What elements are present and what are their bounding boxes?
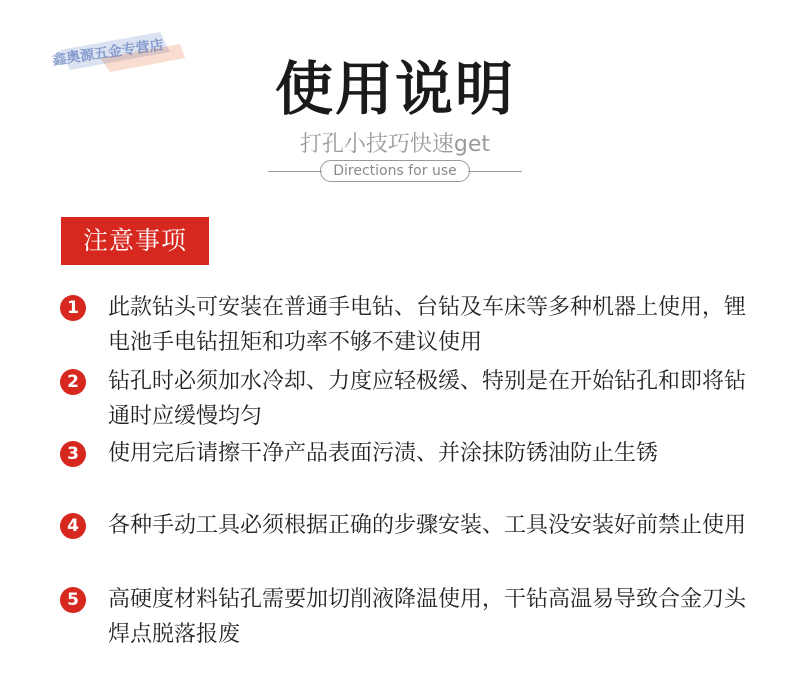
notice-heading: 注意事项 [61,217,209,265]
item-text: 各种手动工具必须根据正确的步骤安装、工具没安装好前禁止使用 [108,513,747,538]
page-title: 使用说明 [274,55,515,123]
item-number-badge: 4 [60,513,86,539]
page-subtitle: 打孔小技巧快速get [299,132,491,157]
item-text: 高硬度材料钻孔需要加切削液降温使用，干钻高温易导致合金刀头焊点脱落报废 [108,587,747,647]
directions-pill: Directions for use [320,160,470,182]
item-number-badge: 1 [60,295,86,321]
item-number-badge: 2 [60,369,86,395]
item-text: 钻孔时必须加水冷却、力度应轻极缓、特别是在开始钻孔和即将钻通时应缓慢均匀 [108,369,747,429]
svg-text:鑫奥源五金专营店: 鑫奥源五金专营店 [51,37,165,69]
item-number-badge: 5 [60,587,86,613]
item-number-badge: 3 [60,441,86,467]
item-text: 使用完后请擦干净产品表面污渍、并涂抹防锈油防止生锈 [108,441,659,466]
item-text: 此款钻头可安装在普通手电钻、台钻及车床等多种机器上使用，锂电池手电钻扭矩和功率不够不建议使用 [108,295,747,355]
